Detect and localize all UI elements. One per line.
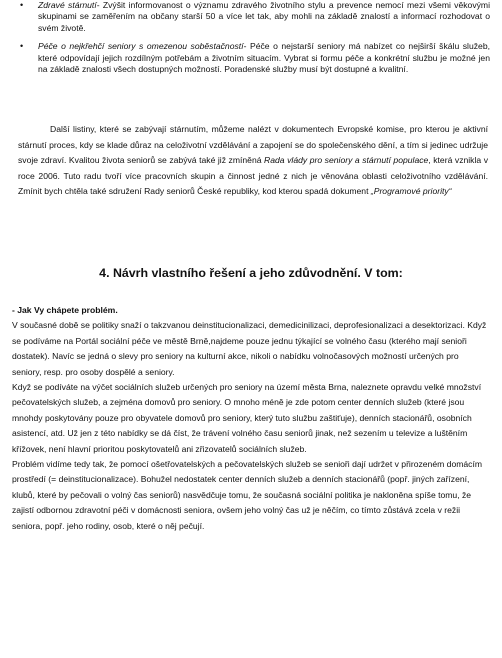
paragraph-italic-council: Rada vlády pro seniory a stárnutí populace bbox=[264, 155, 429, 166]
bullet-text: - Zvýšit informovanost o významu zdravého životního stylu a prevence nemocí mezi všemi věkovými skupinami se zaměřením na občany starší 50 a více let tak, aby mohli na základě znalostí a informací rozhodovat o svém životě. bbox=[38, 0, 490, 33]
bullet-lead: Zdravé stárnutí bbox=[38, 0, 97, 10]
bullet-marker: • bbox=[20, 41, 24, 52]
bullet-marker: • bbox=[20, 0, 24, 10]
bullet-item-frail-seniors-care bbox=[18, 41, 490, 75]
paragraph-services: Když se podíváte na výčet sociálních služeb určených pro seniory na území města Brna, naleznete opravdu velké množství pečovatelských služeb, a zejména domovů pro seniory. O mnoho méně je zde potom center denních služeb (které jsou mnohdy poskytovány pouze pro obyvatele domovů pro seniory, který tuto službu zaštiťuje), denních stacionářů, osobních asistencí, atd. Už jen z této nabídky se dá číst, že trávení volného času seniorů jinak, než sezením u televize a luštěním křížovek, není hlavní prioritou poskytovatelů ani zřizovatelů sociálních služeb. bbox=[12, 382, 482, 454]
paragraph-text: , která vznikla v roce 2006. Tuto radu tvoří více pracovních skupin a činnost jedné z nich je věnována oblasti celoživotního vzdělávání. Zmínit bych chtěla také sdružení Rady seniorů České republiky, kod kterou spadá dokument bbox=[18, 155, 488, 197]
section-heading: 4. Návrh vlastního řešení a jeho zdůvodnění. V tom: bbox=[99, 266, 403, 280]
paragraph-policy: V současné době se politiky snaží o takzvanou deinstitucionalizaci, demedicinilizaci, deprofesionalizaci a desektorizaci. Když se podíváme na Portál sociální péče ve městě Brně,najdeme pouze jednu týkající se volného času (kterého mají senioři dostatek). Navíc se jedná o slevy pro seniory na kulturní akce, nikoli o nabídku volnočasových možností určených pro seniory, resp. pro osoby dospělé a seniory. bbox=[12, 320, 487, 377]
bullet-lead: Péče o nejkřehčí seniory s omezenou soběstačností bbox=[38, 41, 244, 52]
bullet-text: - Péče o nejstarší seniory má nabízet co nejširší škálu služeb, které odpovídají jejich rozdílným potřebám a životním situacím. Vybrat si formu péče a konkrétní službu je možné jen na základě znalosti všech dostupných možností. Poradenské služby musí být dostupné a kvalitní. bbox=[38, 41, 490, 75]
paragraph-problem: Problém vidíme tedy tak, že pomocí ošetřovatelských a pečovatelských služeb se senioři dají udržet v přirozeném domácím prostředí (= deinstitucionalizace). Bohužel nedostatek center denních služeb a denních stacionářů (popř. jiných zařízení, klubů, které by pečovali o volný čas seniorů) nasvědčuje tomu, že současná sociální politika je nakloněna spíše tomu, že zajistí odbornou zdravotní péči v domácnosti seniora, ovšem jeho volný čas už je něčím, co tímto zůstává zcela v režii seniora, popř. jeho rodiny, osob, které o něj pečují. bbox=[12, 459, 483, 531]
bullet-item-healthy-aging bbox=[18, 0, 490, 34]
paragraph-aging-documents bbox=[18, 122, 488, 200]
section-body bbox=[12, 303, 490, 534]
bullet-list bbox=[18, 0, 490, 75]
paragraph-text: Další listiny, které se zabývají stárnutím, můžeme nalézt v dokumentech Evropské komise, pro kterou je aktivní stárnutí proces, kdy se klade důraz na celoživotní vzdělávání a zapojení se do společenského dění, a tím si jedinec udržuje svoje zdraví. Kvalitou života seniorů se zabývá také již zmíněná bbox=[18, 124, 488, 166]
subheading: - Jak Vy chápete problém. bbox=[12, 305, 118, 315]
paragraph-italic-document: „Programové priority“ bbox=[370, 186, 452, 197]
